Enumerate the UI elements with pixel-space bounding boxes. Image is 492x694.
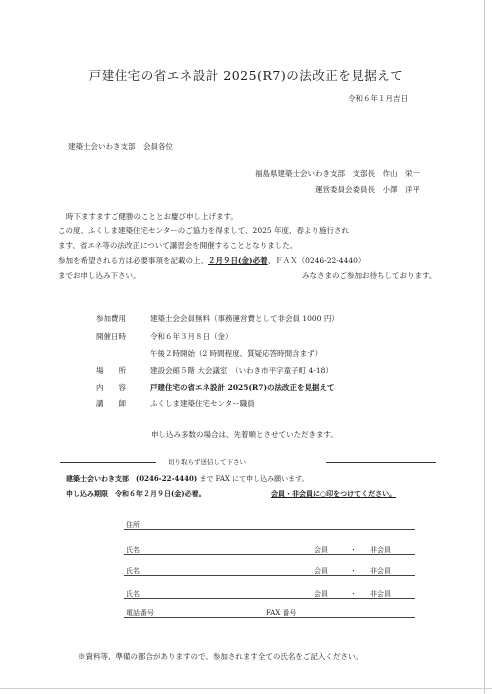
cut-line-left	[60, 462, 156, 463]
detail-value-date: 令和６年３月８日（金）	[150, 332, 233, 341]
body-line-1: 時下ますますご健勝のこととお慶び申し上げます。	[66, 212, 238, 221]
detail-label-fee: 参加費用	[96, 314, 126, 323]
page-edge-right	[484, 0, 485, 694]
option-separator-3: ・	[350, 590, 357, 598]
form-fax-rest: まで FAX にて申し込み願います。	[197, 475, 309, 483]
page-edge-bottom	[0, 688, 492, 689]
address-field[interactable]	[124, 529, 415, 530]
first-come-note: 申し込み多数の場合は、先着順とさせていただきます。	[151, 430, 338, 439]
detail-value-place: 建設会館５階 大会議室 （いわき市平字童子町 4-18）	[150, 366, 333, 375]
body-line-3: ます、省エネ等の法改正について講習会を開催することとなりました。	[58, 241, 298, 250]
name-label-1: 氏名	[126, 546, 140, 554]
option-separator-2: ・	[350, 567, 357, 575]
form-deadline: 申し込み期限 令和６年２月９日(金)必着。	[66, 489, 206, 498]
option-separator-1: ・	[350, 546, 357, 554]
phone-fax-field[interactable]	[124, 617, 415, 618]
phone-label: 電話番号	[126, 609, 154, 617]
body-line-2: この度、ふくしま建築住宅センターのご協力を得まして、2025 年度、春より施行され	[58, 226, 350, 235]
name-field-1[interactable]	[124, 554, 415, 555]
body-line-4-pre: 参加を希望される方は必要事項を記載の上、	[58, 256, 208, 265]
form-member-instruction: 会員・非会員に○印をつけてください。	[271, 489, 397, 498]
detail-label-lecturer: 講 師	[96, 399, 126, 408]
footer-note: ※資料等、準備の都合がありますので、参加されます全ての氏名をご記入ください。	[78, 652, 363, 661]
sender-line-2: 運営委員会委員長 小澤 洋平	[315, 185, 420, 194]
body-line-4	[58, 255, 365, 266]
form-fax-contact: 建築士会いわき支部 (0246-22-4440)	[66, 474, 198, 483]
address-label: 住所	[126, 521, 140, 529]
detail-label-content: 内 容	[96, 383, 126, 392]
detail-value-time: 午後２時開始（2 時間程度、質疑応答時間含まず）	[150, 349, 323, 358]
nonmember-option-2[interactable]: 非会員	[370, 567, 391, 575]
detail-value-fee: 建築士会会員無料（事務運営費として非会員 1000 円）	[150, 314, 339, 323]
member-option-3[interactable]: 会員	[314, 590, 328, 598]
detail-value-lecturer: ふくしま建築住宅センター職員	[150, 399, 255, 408]
cut-line-right	[326, 462, 436, 463]
nonmember-option-1[interactable]: 非会員	[370, 546, 391, 554]
detail-value-content: 戸建住宅の省エネ設計 2025(R7)の法改正を見据えて	[150, 383, 335, 392]
member-option-1[interactable]: 会員	[314, 546, 328, 554]
nonmember-option-3[interactable]: 非会員	[370, 590, 391, 598]
detail-label-place: 場 所	[96, 366, 126, 375]
addressee: 建築士会いわき支部 会員各位	[68, 142, 173, 151]
name-field-2[interactable]	[124, 575, 415, 576]
document-title: 戸建住宅の省エネ設計 2025(R7)の法改正を見据えて	[88, 68, 404, 83]
issue-date: 令和６年１月吉日	[348, 94, 408, 103]
member-option-2[interactable]: 会員	[314, 567, 328, 575]
body-closing: みなさまのご参加お待ちしております。	[302, 271, 437, 280]
fax-label: FAX 番号	[266, 609, 297, 617]
name-field-3[interactable]	[124, 598, 415, 599]
body-line-4-post: 、ＦＡＸ（0246-22-4440）	[267, 256, 366, 265]
form-instruction-1	[66, 474, 309, 484]
name-label-2: 氏名	[126, 567, 140, 575]
name-label-3: 氏名	[126, 590, 140, 598]
sender-line-1: 福島県建築士会いわき支部 支部長 作山 栄一	[255, 169, 420, 178]
deadline-emphasis: ２月９日(金)必着	[208, 256, 268, 265]
cut-instruction: 切り取らず送信して下さい	[168, 458, 246, 466]
detail-label-datetime: 開催日時	[96, 332, 126, 341]
body-line-5: までお申し込み下さい。	[58, 271, 141, 280]
